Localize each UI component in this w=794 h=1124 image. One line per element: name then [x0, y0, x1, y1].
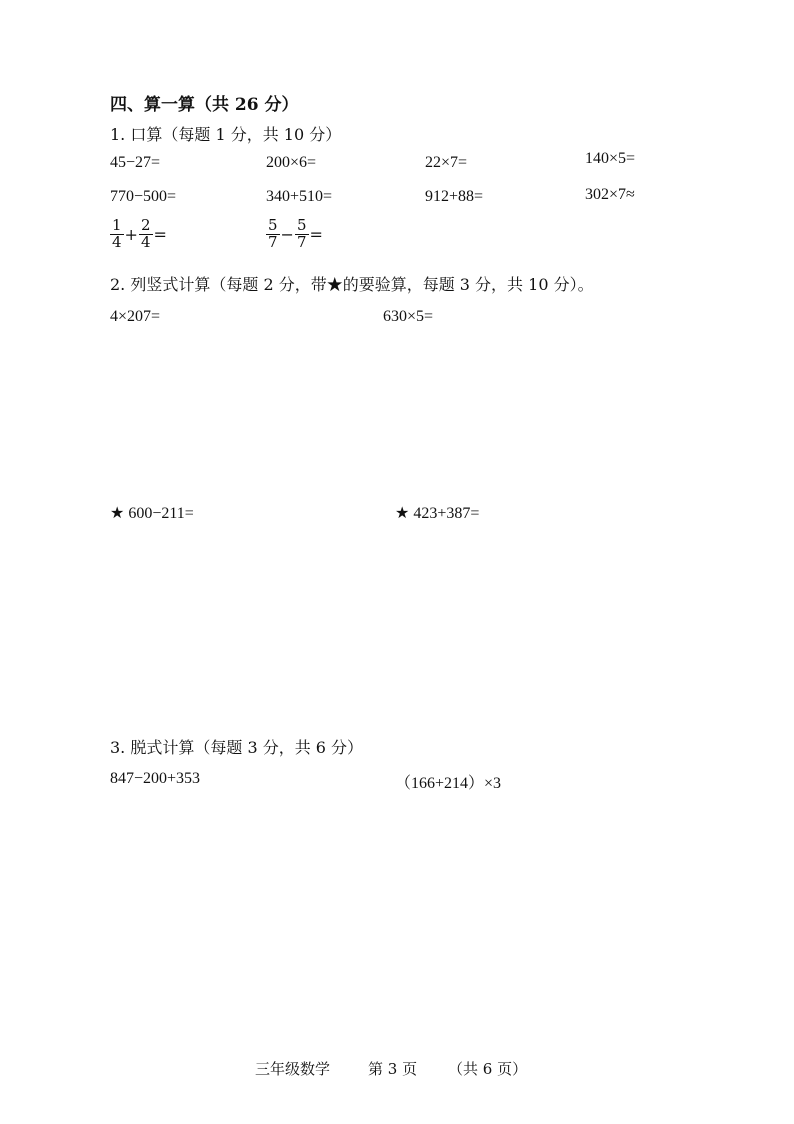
numerator: 1: [112, 216, 122, 234]
part1-title: 1. 口算（每题 1 分，共 10 分）: [110, 125, 342, 144]
fraction: [139, 218, 153, 251]
fraction: [295, 218, 309, 251]
footer-subject: 三年级数学: [255, 1060, 331, 1078]
part3-title: 3. 脱式计算（每题 3 分，共 6 分）: [110, 738, 364, 757]
oral-problem: 200×6=: [266, 154, 317, 171]
vertical-problem: 630×5=: [383, 308, 434, 325]
footer-page: 第 3 页: [368, 1060, 418, 1078]
oral-problem: 340+510=: [266, 188, 333, 205]
vertical-problem: 4×207=: [110, 308, 161, 325]
equals-sign: =: [153, 224, 167, 244]
fraction: [266, 218, 280, 251]
vertical-problem-starred: [110, 503, 194, 523]
fraction: [110, 218, 124, 251]
fraction-problem-2: [266, 218, 324, 251]
denominator: 7: [268, 232, 278, 251]
numerator: 5: [296, 216, 307, 234]
problem-text: 423+387=: [413, 505, 480, 522]
numerator: 2: [140, 216, 151, 234]
step-problem: （166+214）×3: [395, 775, 502, 792]
part2-title: 2. 列竖式计算（每题 2 分，带★的要验算，每题 3 分，共 10 分）。: [110, 275, 594, 294]
step-problem: 847−200+353: [110, 770, 201, 787]
operator: +: [124, 224, 138, 244]
oral-problem: 140×5=: [585, 150, 636, 167]
denominator: 4: [112, 232, 122, 251]
star-icon: ★: [395, 505, 410, 522]
oral-problem: 302×7≈: [585, 186, 635, 203]
oral-problem: 45−27=: [110, 154, 161, 171]
footer-total: （共 6 页）: [448, 1060, 528, 1078]
section-title: 四、算一算（共 26 分）: [110, 95, 299, 115]
denominator: 7: [296, 232, 307, 251]
oral-problem: 912+88=: [425, 188, 484, 205]
operator: −: [280, 224, 294, 244]
star-icon: ★: [110, 505, 125, 522]
numerator: 5: [268, 216, 278, 234]
problem-text: 600−211=: [128, 505, 194, 522]
oral-problem: 770−500=: [110, 188, 177, 205]
fraction-problem-1: [110, 218, 168, 251]
equals-sign: =: [309, 224, 323, 244]
denominator: 4: [140, 232, 151, 251]
vertical-problem-starred: [395, 503, 479, 523]
oral-problem: 22×7=: [425, 154, 468, 171]
